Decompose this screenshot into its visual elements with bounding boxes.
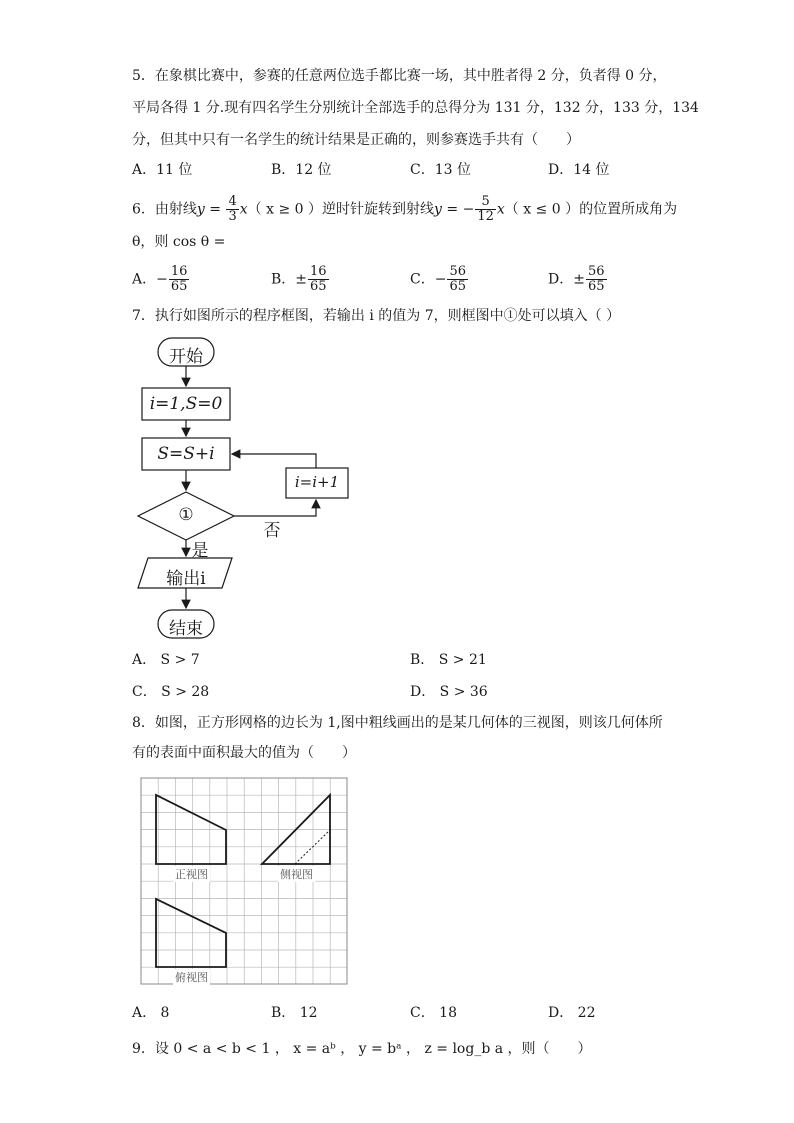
q8-option-b: B． 12 (271, 1005, 318, 1021)
q6-option-c-sign: − (434, 271, 447, 288)
q5-option-a: A．11 位 (132, 162, 193, 178)
q6-eq2: = − (441, 201, 475, 218)
side-view-label: 侧视图 (280, 868, 313, 881)
q5-line3: 分，但其中只有一名学生的统计结果是正确的，则参赛选手共有（ ） (132, 132, 580, 148)
flow-output-text: 输出i (166, 569, 206, 589)
q6-y1: y (196, 201, 205, 218)
q6-option-c (410, 265, 469, 294)
flow-no-arrow (234, 500, 316, 516)
q5-option-b: B．12 位 (271, 162, 332, 178)
q6-option-a-den: 65 (170, 279, 188, 294)
q7-option-a: A． S > 7 (132, 652, 200, 668)
q6-option-d-label: D． (548, 271, 574, 288)
q6-option-b-num: 16 (310, 264, 327, 279)
q6-option-a-sign: − (156, 271, 168, 288)
q8-option-a: A． 8 (132, 1005, 170, 1021)
q6-option-c-den: 65 (449, 279, 466, 294)
flow-init-text: i=1,S=0 (149, 394, 223, 414)
q6-eq1: = (204, 201, 226, 218)
front-view-label: 正视图 (175, 868, 208, 881)
q6-option-b-label: B． (271, 271, 296, 288)
q5-option-c: C．13 位 (410, 162, 471, 178)
q6-option-c-num: 56 (449, 264, 466, 279)
q8-option-d: D． 22 (548, 1005, 596, 1021)
q6-cond2: （ x ≤ 0 ）的位置所成角为 (504, 201, 678, 218)
q6-x2: x (496, 201, 505, 218)
q6-option-a-frac (169, 265, 190, 294)
q6-option-b-frac (308, 265, 329, 294)
flow-yes-label: 是 (191, 541, 209, 561)
q6-f1-den: 3 (228, 209, 237, 224)
q5-line1: 5．在象棋比赛中，参赛的任意两位选手都比赛一场，其中胜者得 2 分，负者得 0 分， (132, 68, 667, 84)
q6-option-c-label: C． (410, 271, 435, 288)
q6-option-c-frac (447, 265, 468, 294)
flow-loop-arrow (232, 454, 316, 468)
q8-line1: 8．如图，正方形网格的边长为 1,图中粗线画出的是某几何体的三视图，则该几何体所 (132, 715, 663, 731)
q6-cond1: （ x ≥ 0 ）逆时针旋转到射线 (247, 201, 435, 218)
q5-line2: 平局各得 1 分.现有四名学生分别统计全部选手的总得分为 131 分，132 分，133 分，134 (132, 100, 699, 116)
q6-f1-num: 4 (228, 194, 237, 209)
q7-option-d: D． S > 36 (410, 684, 488, 700)
q7-flowchart (130, 336, 370, 646)
q6-x1: x (239, 201, 248, 218)
q6-option-b (271, 265, 330, 294)
q6-option-d-frac (586, 265, 607, 294)
top-view-label: 俯视图 (175, 971, 208, 984)
flow-sum-text: S=S+i (157, 444, 215, 464)
q5-option-d: D．14 位 (548, 162, 610, 178)
q6-fraction-1 (226, 195, 238, 224)
q6-option-d-den: 65 (587, 279, 605, 294)
q8-three-view-grid (140, 777, 348, 985)
q6-prefix: 6．由射线 (132, 201, 197, 218)
q6-option-d-num: 56 (587, 264, 605, 279)
q7-line1: 7．执行如图所示的程序框图，若输出 i 的值为 7，则框图中①处可以填入（ ） (132, 308, 621, 324)
q6-option-b-den: 65 (310, 279, 327, 294)
q7-option-c: C． S > 28 (132, 684, 210, 700)
q6-y2: y (434, 201, 442, 218)
flow-end-text: 结束 (169, 619, 203, 639)
q6-option-a-label: A． (132, 271, 157, 288)
flow-cond-text: ① (178, 505, 194, 525)
q6-option-a-num: 16 (170, 264, 188, 279)
q6-option-d-sign: ± (573, 271, 585, 288)
q6-f2-num: 5 (475, 195, 496, 210)
q6-option-b-sign: ± (295, 271, 308, 288)
q6-line2: θ，则 cos θ = (132, 234, 226, 250)
q6-fraction-2 (475, 195, 496, 224)
flow-no-label: 否 (263, 521, 281, 541)
q6-option-d (548, 265, 608, 294)
q6-option-a (132, 265, 190, 294)
q6-f2-den: 12 (477, 209, 494, 224)
q6-line1 (132, 195, 677, 224)
q9-line1: 9．设 0 < a < b < 1 ， x = aᵇ ， y = bᵃ ， z = log_b a ，则（ ） (132, 1041, 592, 1057)
flow-start-text: 开始 (169, 347, 203, 367)
flow-incr-text: i=i+1 (294, 473, 340, 491)
q8-line2: 有的表面中面积最大的值为（ ） (132, 745, 356, 761)
q7-option-b: B． S > 21 (410, 652, 487, 668)
q8-option-c: C． 18 (410, 1005, 457, 1021)
